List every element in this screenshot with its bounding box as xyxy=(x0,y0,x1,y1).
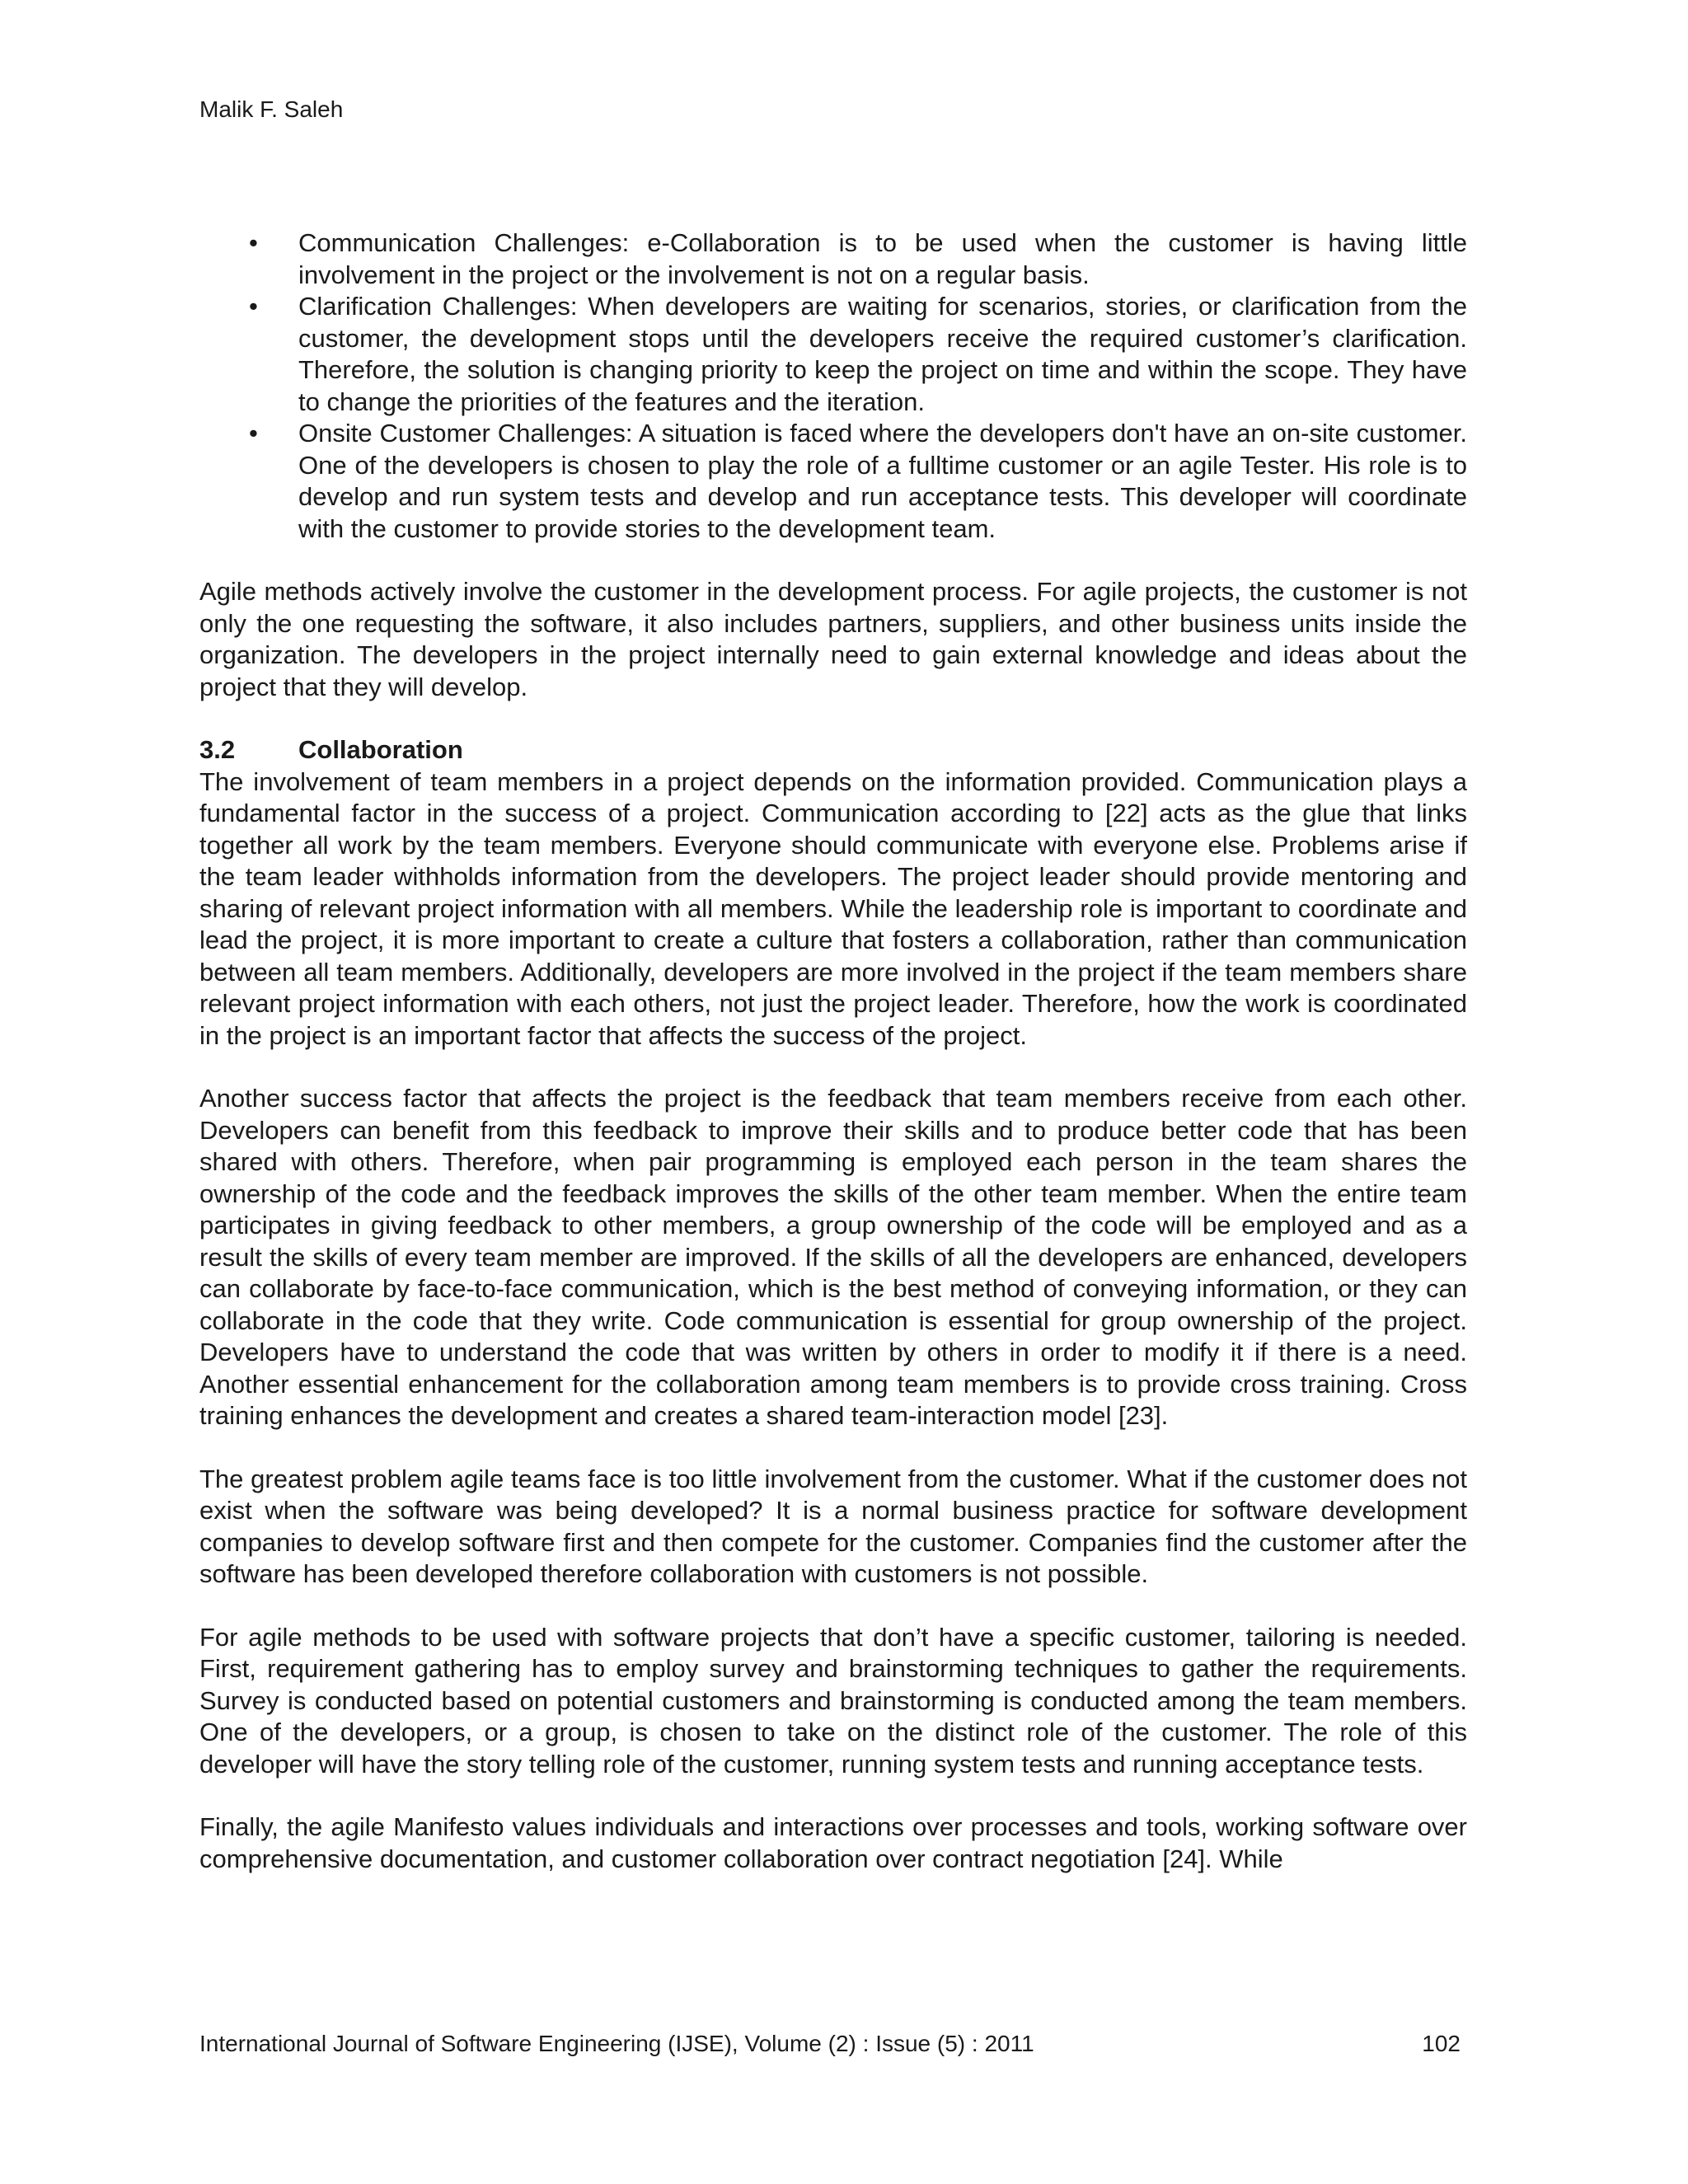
page-footer xyxy=(199,2029,1461,2059)
footer-page-number: 102 xyxy=(1422,2031,1461,2056)
main-content xyxy=(199,227,1467,1906)
body-paragraph: Finally, the agile Manifesto values individuals and interactions over processes and tools, working software over comprehensive documentation, and customer collaboration over contract negotiation [24]. While xyxy=(199,1812,1467,1873)
bullet-item-clarification xyxy=(199,291,1467,418)
section-title: Collaboration xyxy=(298,735,463,764)
intro-paragraph: Agile methods actively involve the customer in the development process. For agile projects, the customer is not only the one requesting the software, it also includes partners, suppliers, and other business units inside the organization. The developers in the project internally need to gain external knowledge and ideas about the project that they will develop. xyxy=(199,577,1467,701)
running-header-author: Malik F. Saleh xyxy=(199,96,344,122)
bullet-glyph: • xyxy=(249,228,258,257)
body-paragraph: The involvement of team members in a project depends on the information provided. Communication plays a fundamental factor in the success of a project. Communication according to [22] acts as the glue that links together all work by the team members. Everyone should communicate with everyone else. Problems arise if the team leader withholds information from the developers. The project leader should provide mentoring and sharing of relevant project information with all members. While the leadership role is important to coordinate and lead the project, it is more important to create a culture that fosters a collaboration, rather than communication between all team members. Additionally, developers are more involved in the project if the team members share relevant project information with each others, not just the project leader. Therefore, how the work is coordinated in the project is an important factor that affects the success of the project. xyxy=(199,766,1467,1050)
bullet-text: Onsite Customer Challenges: A situation is faced where the developers don't have an on-site customer. One of the developers is chosen to play the role of a fulltime customer or an agile Tester. His role is to develop and run system tests and develop and run acceptance tests. This developer will coordinate with the customer to provide stories to the development team. xyxy=(298,419,1467,543)
footer-journal-citation: International Journal of Software Engineering (IJSE), Volume (2) : Issue (5) : 2011 xyxy=(199,2031,1034,2056)
body-paragraph: The greatest problem agile teams face is too little involvement from the customer. What if the customer does not exist when the software was being developed? It is a normal business practice for software development companies to develop software first and then compete for the customer. Companies find the customer after the software has been developed therefore collaboration with customers is not possible. xyxy=(199,1464,1467,1588)
body-paragraph: Another success factor that affects the project is the feedback that team members receive from each other. Developers can benefit from this feedback to improve their skills and to produce better code that has been shared with others. Therefore, when pair programming is employed each person in the team shares the ownership of the code and the feedback improves the skills of the other team member. When the entire team participates in giving feedback to other members, a group ownership of the code will be employed and as a result the skills of every team member are improved. If the skills of all the developers are enhanced, developers can collaborate by face-to-face communication, which is the best method of conveying information, or they can collaborate in the code that they write. Code communication is essential for group ownership of the project. Developers have to understand the code that was written by others in order to modify it if there is a need. Another essential enhancement for the collaboration among team members is to provide cross training. Cross training enhances the development and creates a shared team-interaction model [23]. xyxy=(199,1084,1467,1430)
bullet-text: Communication Challenges: e-Collaboration is to be used when the customer is having little involvement in the project or the involvement is not on a regular basis. xyxy=(298,228,1467,289)
bullet-item-onsite-customer xyxy=(199,418,1467,545)
section-heading xyxy=(199,734,1467,766)
bullet-glyph: • xyxy=(249,292,258,321)
bullet-text: Clarification Challenges: When developers are waiting for scenarios, stories, or clarification from the customer, the development stops until the developers receive the required customer’s clarification. Therefore, the solution is changing priority to keep the project on time and within the scope. They have to change the priorities of the features and the iteration. xyxy=(298,292,1467,416)
bullet-glyph: • xyxy=(249,419,258,448)
bullet-item-communication xyxy=(199,227,1467,291)
section-number: 3.2 xyxy=(199,735,236,764)
body-paragraph: For agile methods to be used with software projects that don’t have a specific customer, tailoring is needed. First, requirement gathering has to employ survey and brainstorming techniques to gather the requirements. Survey is conducted based on potential customers and brainstorming is conducted among the team members. One of the developers, or a group, is chosen to take on the distinct role of the customer. The role of this developer will have the story telling role of the customer, running system tests and running acceptance tests. xyxy=(199,1622,1467,1779)
challenges-bullet-list xyxy=(199,227,1467,545)
